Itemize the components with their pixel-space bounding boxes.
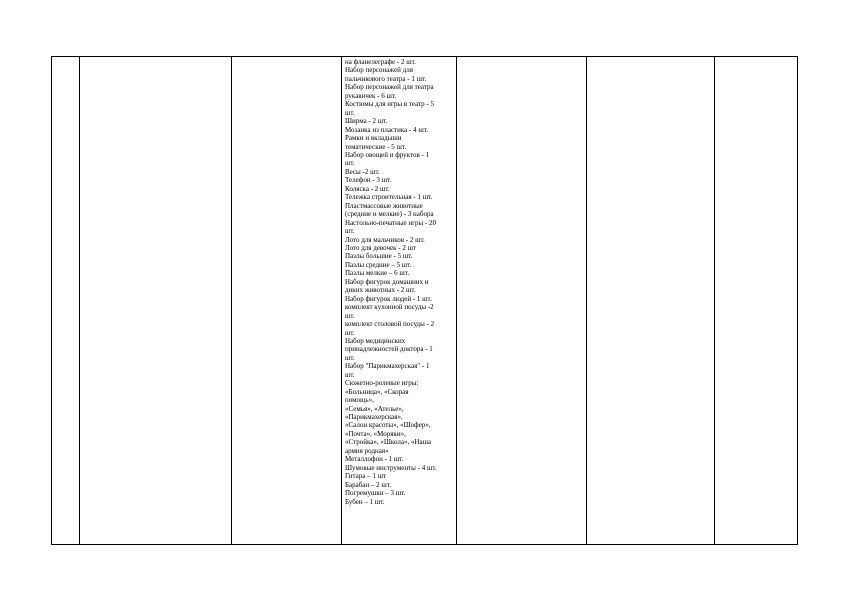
- list-item: Пазлы мелкие – 6 шт.: [345, 269, 410, 278]
- table-cell-6: [587, 57, 715, 545]
- list-item: Тележка строительная - 1 шт.: [345, 193, 433, 202]
- table-cell-inventory: [342, 57, 457, 545]
- list-item: Костюмы для игры в театр - 5: [345, 100, 434, 109]
- list-item: Коляска - 2 шт.: [345, 184, 390, 193]
- table-cell-number: [52, 57, 80, 545]
- list-item: «Больница», «Скорая: [345, 387, 409, 396]
- list-item: комплект столовой посуды - 2: [345, 320, 435, 329]
- list-item: армия родная»: [345, 446, 389, 455]
- list-item: Бубен – 1 шт.: [345, 497, 385, 506]
- list-item: «Парикмахерская»,: [345, 413, 403, 422]
- list-item: Барабан – 2 шт.: [345, 480, 392, 489]
- list-item: Мозаика из пластика - 4 шт.: [345, 125, 428, 134]
- equipment-table: [51, 56, 798, 545]
- list-item: помощь»,: [345, 396, 374, 405]
- list-item: Набор "Парикмахерская" - 1: [345, 362, 430, 371]
- list-item: Настольно-печатные игры - 20: [345, 218, 437, 227]
- list-item: Лото для мальчиков - 2 шт.: [345, 235, 425, 244]
- list-item: шт.: [345, 370, 355, 379]
- list-item: комплект кухонной посуды -2: [345, 303, 434, 312]
- list-item: Весы -2 шт.: [345, 167, 380, 176]
- list-item: шт.: [345, 159, 355, 168]
- list-item: Гитара – 1 шт: [345, 472, 387, 481]
- list-item: Металлофон - 1 шт.: [345, 455, 404, 464]
- list-item: Пазлы большие - 5 шт.: [345, 252, 413, 261]
- list-item: пальчикового театра - 1 шт.: [345, 74, 427, 83]
- list-item: «Семья», «Ателье»,: [345, 404, 404, 413]
- list-item: на фланелеграфе - 2 шт.: [345, 58, 416, 66]
- list-item: диких животных - 2 шт.: [345, 286, 416, 295]
- list-item: принадлежностей доктора - 1: [345, 345, 433, 354]
- list-item: тематические - 5 шт.: [345, 142, 407, 151]
- list-item: рукавичек - 6 шт.: [345, 91, 397, 100]
- list-item: шт.: [345, 108, 355, 117]
- list-item: Погремушки – 3 шт.: [345, 489, 406, 498]
- list-item: «Стройка», «Школа», «Наша: [345, 438, 432, 447]
- list-item: «Салон красоты», «Шофер»,: [345, 421, 431, 430]
- table-cell-3: [232, 57, 342, 545]
- table-cell-5: [457, 57, 587, 545]
- list-item: Пластмассовые животные: [345, 201, 423, 210]
- list-item: Набор овощей и фруктов - 1: [345, 150, 430, 159]
- list-item: «Почта», «Моряки»,: [345, 429, 406, 438]
- list-item: Набор фигурок домашних и: [345, 277, 429, 286]
- list-item: Рамки и вкладыши: [345, 134, 402, 143]
- list-item: Сюжетно-ролевые игры:: [345, 379, 419, 388]
- table-row: [52, 57, 798, 545]
- list-item: Пазлы средние – 5 шт.: [345, 260, 412, 269]
- list-item: Набор персонажей для театра: [345, 83, 434, 92]
- inventory-list: [342, 57, 456, 506]
- list-item: шт.: [345, 227, 355, 236]
- list-item: Набор медицинских: [345, 336, 406, 345]
- list-item: Телефон - 3 шт.: [345, 176, 392, 185]
- list-item: Набор фигурок людей - 1 шт.: [345, 294, 432, 303]
- list-item: шт.: [345, 353, 355, 362]
- list-item: Шумовые инструменты - 4 шт.: [345, 463, 437, 472]
- list-item: шт.: [345, 311, 355, 320]
- list-item: Лото для девочек - 2 шт: [345, 243, 417, 252]
- list-item: (средние и мелкие) - 3 набора: [345, 210, 434, 219]
- list-item: шт.: [345, 328, 355, 337]
- table-cell-7: [715, 57, 798, 545]
- list-item: Ширма - 2 шт.: [345, 117, 388, 126]
- list-item: Набор персонажей для: [345, 66, 413, 75]
- table-cell-2: [80, 57, 232, 545]
